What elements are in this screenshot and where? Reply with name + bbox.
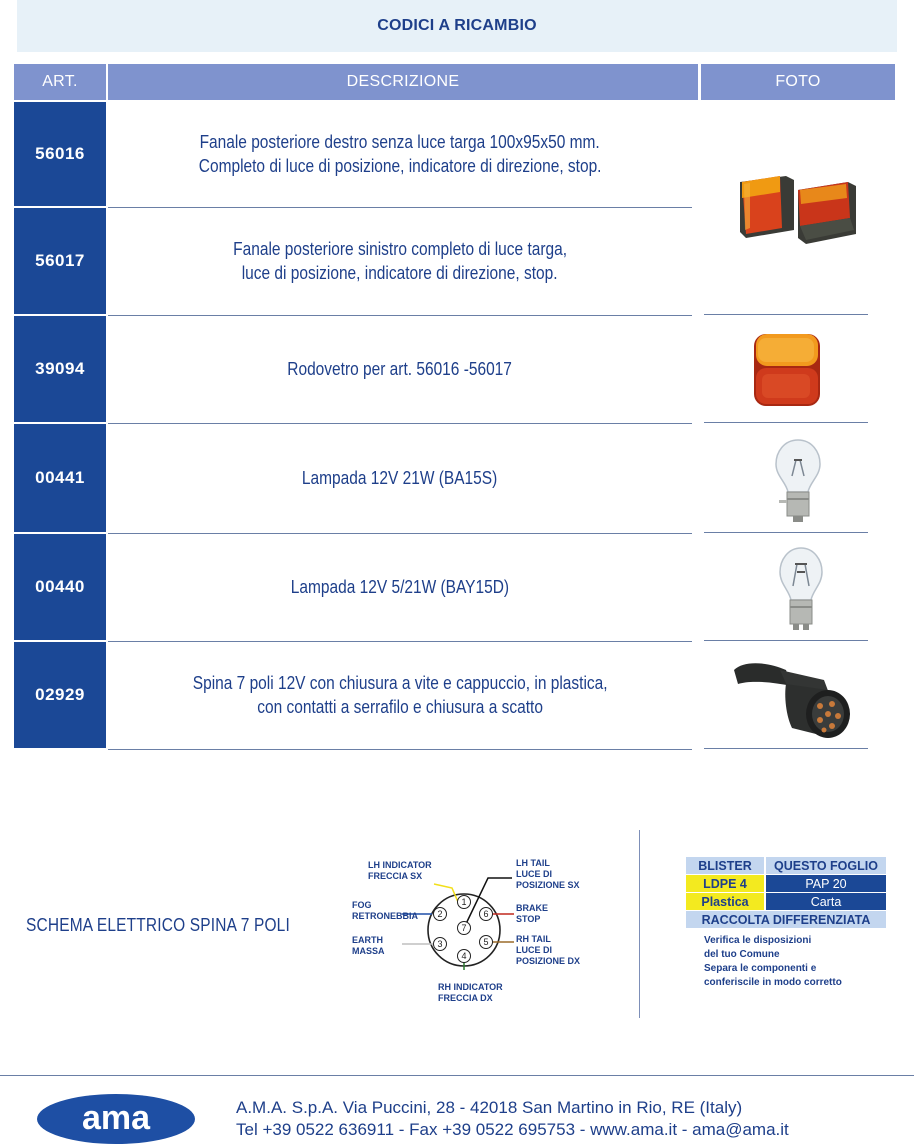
label-rh-indicator: RH INDICATOR bbox=[438, 982, 503, 992]
seven-pin-wiring-diagram bbox=[340, 852, 600, 1012]
recycling-code-blister: LDPE 4 bbox=[686, 875, 764, 892]
svg-text:1: 1 bbox=[461, 897, 467, 907]
label-brake: STOP bbox=[516, 914, 541, 924]
page-title: CODICI A RICAMBIO bbox=[17, 0, 897, 52]
svg-text:4: 4 bbox=[461, 951, 467, 961]
art-code-56017: 56017 bbox=[14, 208, 106, 314]
label-fog: FOG bbox=[352, 900, 372, 910]
company-address: A.M.A. S.p.A. Via Puccini, 28 - 42018 San Martino in Rio, RE (Italy) Tel +39 0522 636911 - Fax +39 0522 695753 - www.ama.it - ama@ama.it bbox=[236, 1098, 789, 1139]
recycling-head-sheet: QUESTO FOGLIO bbox=[766, 857, 886, 874]
label-lh-indicator: FRECCIA SX bbox=[368, 871, 423, 881]
description-02929 bbox=[108, 642, 692, 748]
vertical-divider bbox=[639, 830, 640, 1018]
pin-7 bbox=[458, 922, 471, 935]
pin-1 bbox=[458, 896, 471, 909]
description-00440 bbox=[108, 534, 692, 640]
description-line: Completo di luce di posizione, indicatore di direzione, stop. bbox=[198, 156, 602, 176]
svg-text:ama: ama bbox=[81, 1099, 151, 1137]
recycling-footer: RACCOLTA DIFFERENZIATA bbox=[686, 911, 886, 928]
recycling-head-blister: BLISTER bbox=[686, 857, 764, 874]
photo-separator bbox=[704, 422, 868, 423]
description-line: Lampada 12V 21W (BA15S) bbox=[302, 468, 498, 488]
description-line: con contatti a serrafilo e chiusura a scatto bbox=[257, 697, 543, 717]
svg-text:6: 6 bbox=[483, 909, 489, 919]
label-rh-tail: RH TAIL bbox=[516, 934, 551, 944]
photo-separator bbox=[704, 748, 868, 749]
label-rh-tail: POSIZIONE DX bbox=[516, 956, 581, 966]
bulb-ba15s-photo bbox=[774, 438, 822, 524]
pin-3 bbox=[434, 938, 447, 951]
label-rh-tail: LUCE DI bbox=[516, 945, 552, 955]
svg-text:3: 3 bbox=[437, 939, 443, 949]
footer-divider bbox=[0, 1075, 914, 1076]
description-line: Lampada 12V 5/21W (BAY15D) bbox=[290, 577, 510, 597]
recycling-material-blister: Plastica bbox=[686, 893, 764, 910]
label-earth: EARTH bbox=[352, 935, 383, 945]
label-lh-tail: LH TAIL bbox=[516, 858, 550, 868]
description-39094 bbox=[108, 316, 692, 422]
bulb-bay15d-photo bbox=[778, 546, 824, 634]
svg-text:2: 2 bbox=[437, 909, 443, 919]
svg-text:5: 5 bbox=[483, 937, 489, 947]
description-line: Spina 7 poli 12V con chiusura a vite e cappuccio, in plastica, bbox=[192, 673, 608, 693]
label-lh-indicator: LH INDICATOR bbox=[368, 860, 432, 870]
label-rh-indicator: FRECCIA DX bbox=[438, 993, 493, 1003]
photo-separator bbox=[704, 640, 868, 641]
label-brake: BRAKE bbox=[516, 903, 549, 913]
art-code-56016: 56016 bbox=[14, 102, 106, 206]
label-lh-tail: LUCE DI bbox=[516, 869, 552, 879]
scheme-title: SCHEMA ELETTRICO SPINA 7 POLI bbox=[26, 915, 290, 935]
pin-2 bbox=[434, 908, 447, 921]
row-separator bbox=[108, 749, 692, 750]
description-line: Rodovetro per art. 56016 -56017 bbox=[287, 359, 513, 379]
art-code-00441: 00441 bbox=[14, 424, 106, 532]
description-56017 bbox=[108, 208, 692, 314]
header-description: DESCRIZIONE bbox=[108, 64, 698, 100]
tail-light-pair-photo bbox=[736, 168, 860, 248]
pin-5 bbox=[480, 936, 493, 949]
label-lh-tail: POSIZIONE SX bbox=[516, 880, 580, 890]
svg-text:7: 7 bbox=[461, 923, 467, 933]
photo-separator bbox=[704, 314, 868, 315]
header-art: ART. bbox=[14, 64, 106, 100]
art-code-02929: 02929 bbox=[14, 642, 106, 748]
label-fog: RETRONEBBIA bbox=[352, 911, 419, 921]
header-photo: FOTO bbox=[701, 64, 895, 100]
pin-6 bbox=[480, 908, 493, 921]
recycling-code-sheet: PAP 20 bbox=[766, 875, 886, 892]
label-earth: MASSA bbox=[352, 946, 385, 956]
recycling-material-sheet: Carta bbox=[766, 893, 886, 910]
seven-pin-plug-photo bbox=[728, 656, 864, 742]
description-line: luce di posizione, indicatore di direzione, stop. bbox=[242, 263, 558, 283]
recycling-info bbox=[686, 857, 886, 990]
description-line: Fanale posteriore destro senza luce targa 100x95x50 mm. bbox=[199, 132, 601, 152]
description-00441 bbox=[108, 424, 692, 532]
description-56016 bbox=[108, 102, 692, 206]
art-code-39094: 39094 bbox=[14, 316, 106, 422]
recycling-note: Verifica le disposizioni del tuo Comune Separa le componenti e conferiscile in modo corretto bbox=[704, 935, 842, 988]
pin-4 bbox=[458, 950, 471, 963]
lens-cover-photo bbox=[752, 330, 824, 410]
photo-separator bbox=[704, 532, 868, 533]
ama-logo bbox=[36, 1093, 196, 1145]
art-code-00440: 00440 bbox=[14, 534, 106, 640]
description-line: Fanale posteriore sinistro completo di luce targa, bbox=[233, 239, 567, 259]
